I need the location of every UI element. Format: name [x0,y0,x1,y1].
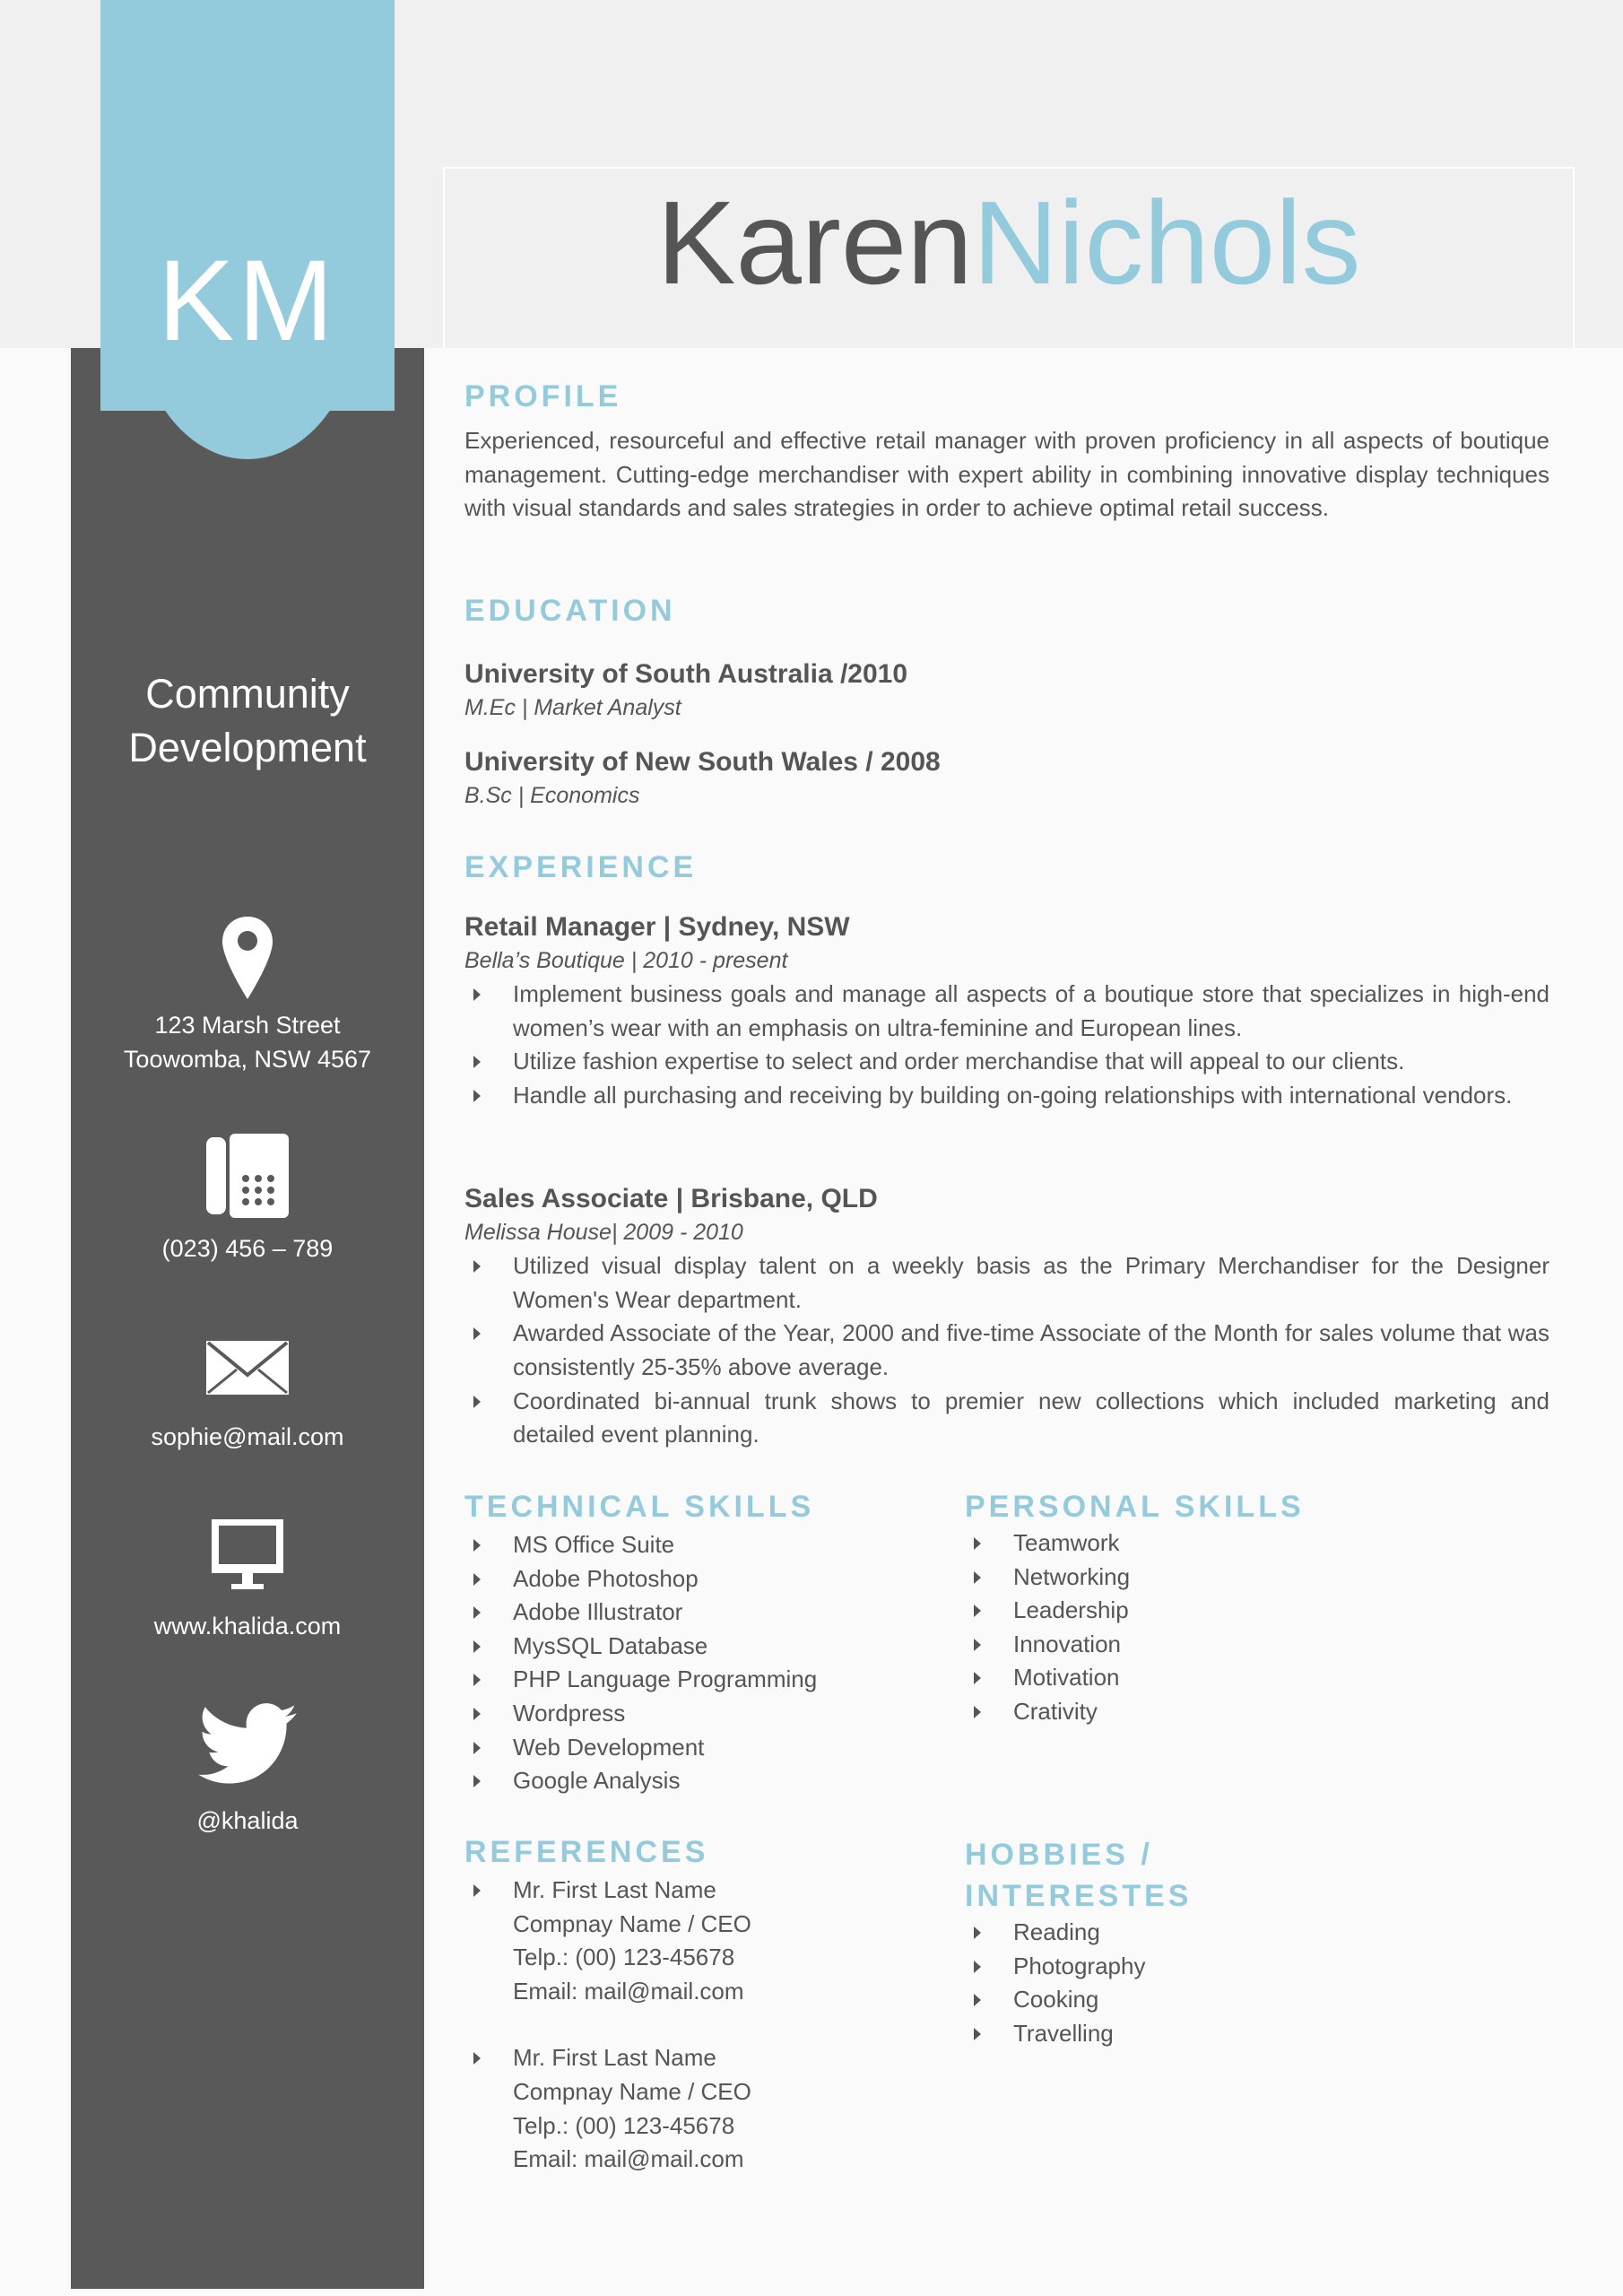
sidebar-title: Community Development [128,671,367,770]
education-title: University of South Australia /2010 [464,659,908,689]
first-name: Karen [656,177,973,309]
skill-item: Crativity [965,1695,1539,1729]
skill-item: Wordpress [464,1697,949,1731]
sidebar [71,348,424,2289]
technical-skills-list [464,1528,949,1798]
reference-email: Email: mail@mail.com [513,2145,744,2173]
initials: KM [158,237,337,365]
reference-company: Compnay Name / CEO [513,1909,751,1937]
last-name: Nichols [972,177,1361,309]
reference-name: Mr. First Last Name [513,1876,716,1903]
references-list [464,1874,949,2177]
reference-phone: Telp.: (00) 123-45678 [513,1944,735,1971]
job-bullet: Utilized visual display talent on a weekly basis as the Primary Merchandiser for the Designer Women's Wear department. [464,1249,1549,1317]
job-company: Bella’s Boutique | 2010 - present [464,947,788,973]
job-bullet: Implement business goals and manage all aspects of a boutique store that specializes in high-end women’s wear with an emphasis on ultra-feminine and European lines. [464,978,1549,1045]
education-sub: M.Ec | Market Analyst [464,694,681,720]
education-sub: B.Sc | Economics [464,782,640,808]
education-title: University of New South Wales / 2008 [464,747,941,777]
job-company: Melissa House| 2009 - 2010 [464,1219,743,1245]
address-line: Toowomba, NSW 4567 [123,1046,372,1073]
skill-item: Networking [965,1561,1539,1595]
skill-item: PHP Language Programming [464,1663,949,1697]
skill-item: Google Analysis [464,1764,949,1798]
address [71,1008,424,1076]
reference-item [464,1874,949,2008]
monitor-icon [158,1518,337,1596]
twitter-handle[interactable]: @khalida [196,1807,299,1834]
reference-item [464,2041,949,2176]
mail-icon [158,1340,337,1400]
job-title: Retail Manager | Sydney, NSW [464,912,850,942]
education-item [464,657,1549,725]
job-bullet: Handle all purchasing and receiving by building on-going relationships with international vendors. [464,1079,1549,1113]
skill-item: MysSQL Database [464,1630,949,1664]
reference-company: Compnay Name / CEO [513,2077,751,2105]
education-item [464,745,1549,813]
hobby-item: Reading [965,1916,1539,1950]
job-bullet: Utilize fashion expertise to select and order merchandise that will appeal to our clients. [464,1045,1549,1079]
skill-item: Adobe Illustrator [464,1596,949,1630]
personal-skills-list [965,1526,1539,1729]
skill-item: MS Office Suite [464,1528,949,1562]
hobby-item: Photography [965,1950,1539,1984]
skill-item: Motivation [965,1661,1539,1695]
education-heading: EDUCATION [464,594,676,628]
personal-skills-heading: PERSONAL SKILLS [965,1490,1305,1524]
reference-name: Mr. First Last Name [513,2044,716,2072]
full-name [443,177,1575,309]
twitter-icon [158,1702,337,1791]
skill-item: Innovation [965,1628,1539,1662]
skill-item: Adobe Photoshop [464,1562,949,1596]
map-pin-icon [158,915,337,1005]
skill-item: Teamwork [965,1526,1539,1561]
profile-text: Experienced, resourceful and effective retail manager with proven proficiency in all aspects of boutique management. Cutting-edge merchandiser with expert ability in combining innovative display techniques with visual standards and sales strategies in order to achieve optimal retail success. [464,427,1549,522]
reference-email: Email: mail@mail.com [513,1977,744,2005]
website[interactable]: www.khalida.com [153,1613,342,1639]
job-entry [464,1182,1549,1452]
reference-phone: Telp.: (00) 123-45678 [513,2111,735,2139]
job-title: Sales Associate | Brisbane, QLD [464,1184,878,1213]
email[interactable]: sophie@mail.com [151,1423,344,1450]
job-bullet: Awarded Associate of the Year, 2000 and five-time Associate of the Month for sales volume that was consistently 25-35% above average. [464,1317,1549,1384]
hobbies-heading-line: INTERESTES [965,1879,1193,1913]
profile-heading: PROFILE [464,379,622,413]
hobbies-heading [965,1834,1192,1917]
hobby-item: Cooking [965,1983,1539,2017]
technical-skills-heading: TECHNICAL SKILLS [464,1490,815,1524]
references-heading: REFERENCES [464,1835,709,1869]
hobby-item: Travelling [965,2017,1539,2051]
phone-icon [158,1134,337,1222]
job-entry [464,910,1549,1113]
job-bullet: Coordinated bi-annual trunk shows to premier new collections which included marketing and detailed event planning. [464,1385,1549,1452]
skill-item: Web Development [464,1731,949,1765]
hobbies-list [965,1916,1539,2050]
experience-heading: EXPERIENCE [464,850,698,884]
skill-item: Leadership [965,1594,1539,1628]
address-line: 123 Marsh Street [154,1012,341,1039]
phone-number: (023) 456 – 789 [161,1235,334,1262]
hobbies-heading-line: HOBBIES / [965,1838,1153,1872]
